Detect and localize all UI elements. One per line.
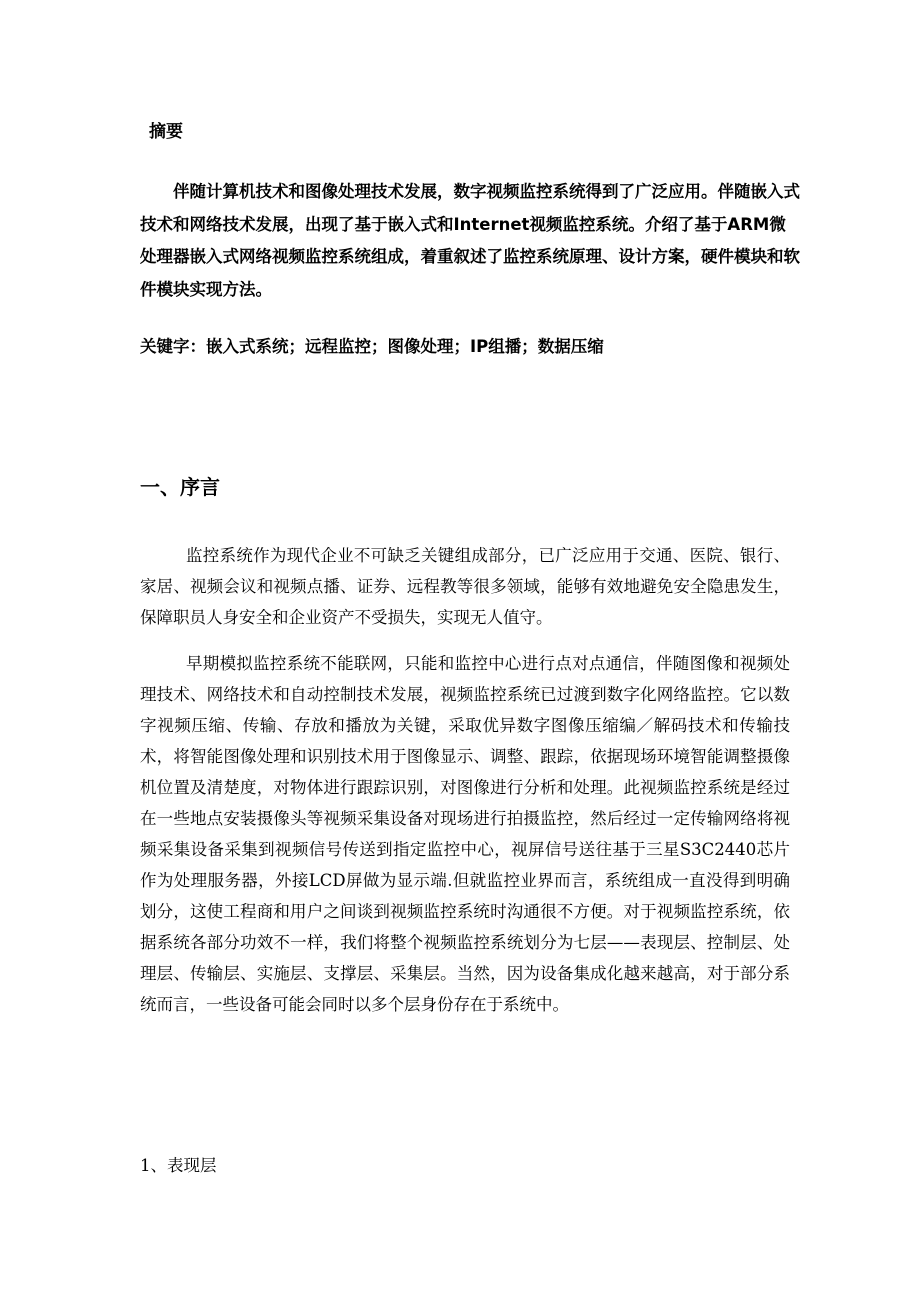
abstract-paragraph: 伴随计算机技术和图像处理技术发展，数字视频监控系统得到了广泛应用。伴随嵌入式技术和网络技术发展，出现了基于嵌入式和Internet视频监控系统。介绍了基于ARM微处理器嵌入式网络视频监控系统组成，着重叙述了监控系统原理、设计方案，硬件模块和软件模块实现方法。 — [140, 182, 800, 299]
abstract-title: 摘要 — [149, 122, 183, 142]
body-paragraph-2: 早期模拟监控系统不能联网，只能和监控中心进行点对点通信，伴随图像和视频处理技术、网络技术和自动控制技术发展，视频监控系统已过渡到数字化网络监控。它以数字视频压缩、传输、存放和播放为关键，采取优异数字图像压缩编／解码技术和传输技术，将智能图像处理和识别技术用于图像显示、调整、跟踪，依据现场环境智能调整摄像机位置及清楚度，对物体进行跟踪识别，对图像进行分析和处理。此视频监控系统是经过在一些地点安装摄像头等视频采集设备对现场进行拍摄监控，然后经过一定传输网络将视频采集设备采集到视频信号传送到指定监控中心，视屏信号送往基于三星S3C2440芯片作为处理服务器，外接LCD屏做为显示端.但就监控业界而言，系统组成一直没得到明确划分，这使工程商和用户之间谈到视频监控系统时沟通很不方便。对于视频监控系统，依据系统各部分功效不一样，我们将整个视频监控系统划分为七层——表现层、控制层、处理层、传输层、实施层、支撑层、采集层。当然，因为设备集成化越来越高，对于部分系统而言，一些设备可能会同时以多个层身份存在于系统中。 — [140, 654, 790, 1014]
body-paragraph-1: 监控系统作为现代企业不可缺乏关键组成部分，已广泛应用于交通、医院、银行、家居、视频会议和视频点播、证券、远程教等很多领域，能够有效地避免安全隐患发生，保障职员人身安全和企业资产不受损失，实现无人值守。 — [140, 546, 790, 627]
subsection-heading: 1、表现层 — [140, 1156, 217, 1175]
section-heading: 一、序言 — [140, 475, 220, 499]
keywords-line: 关键字：嵌入式系统；远程监控；图像处理；IP组播；数据压缩 — [140, 337, 604, 356]
